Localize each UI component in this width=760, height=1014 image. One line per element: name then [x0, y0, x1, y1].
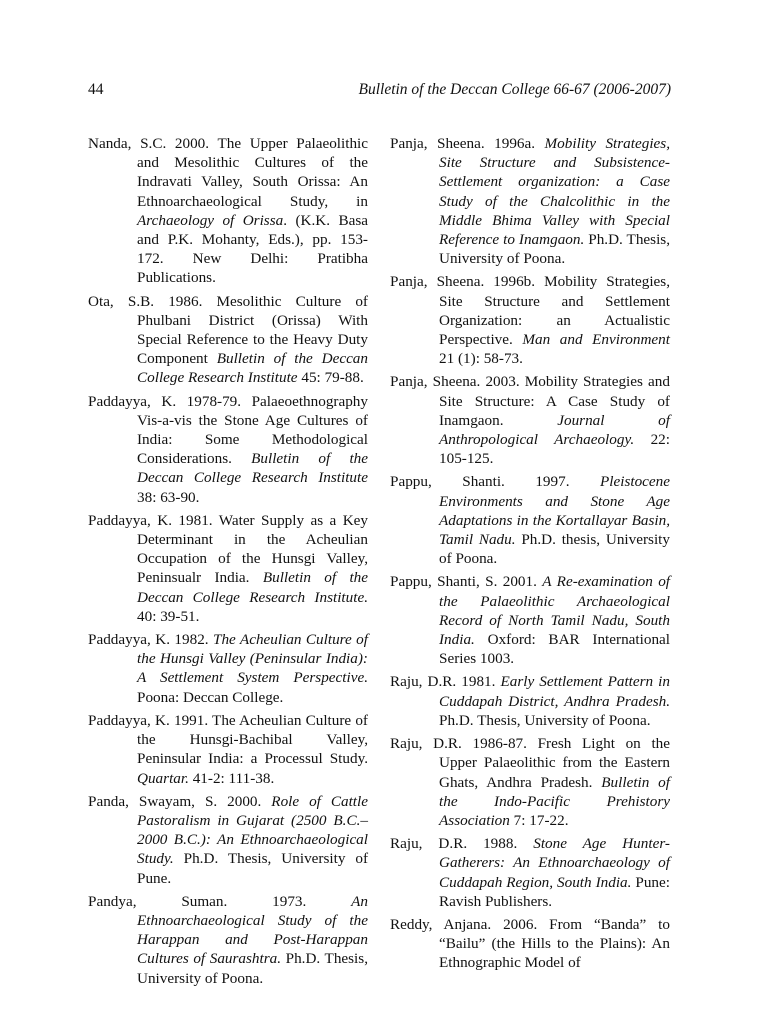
left-column	[88, 134, 368, 992]
reference-entry: Panja, Sheena. 1996a. Mobility Strategies, Site Structure and Subsistence-Settlement organization: a Case Study of the Chalcolithic in the Middle Bhima Valley with Special Reference to Inamgaon. Ph.D. Thesis, University of Poona.	[390, 135, 671, 268]
reference-entry: Raju, D.R. 1981. Early Settlement Pattern in Cuddapah District, Andhra Pradesh. Ph.D. Thesis, University of Poona.	[390, 673, 670, 729]
reference-entry: Panda, Swayam, S. 2000. Role of Cattle Pastoralism in Gujarat (2500 B.C.–2000 B.C.): An Ethnoarchaeological Study. Ph.D. Thesis, University of Pune.	[88, 792, 368, 887]
journal-title: Bulletin of the Deccan College 66-67 (2006-2007)	[358, 81, 671, 98]
right-column	[390, 134, 670, 977]
page-number: 44	[88, 81, 104, 98]
reference-entry: Panja, Sheena. 1996b. Mobility Strategies, Site Structure and Settlement Organization: an Actualistic Perspective. Man and Environment 21 (1): 58-73.	[390, 273, 670, 368]
reference-entry: Paddayya, K. 1982. The Acheulian Culture of the Hunsgi Valley (Peninsular India): A Settlement System Perspective. Poona: Deccan College.	[88, 631, 368, 706]
reference-entry: Reddy, Anjana. 2006. From “Banda” to “Bailu” (the Hills to the Plains): An Ethnographic Model of	[390, 915, 670, 972]
reference-entry: Paddayya, K. 1978-79. Palaeoethnography Vis-a-vis the Stone Age Cultures of India: Some Methodological Considerations. Bulletin of the Deccan College Research Institute 38: 63-90.	[88, 392, 368, 506]
reference-entry: Pappu, Shanti, S. 2001. A Re-examination of the Palaeolithic Archaeological Record of North Tamil Nadu, South India. Oxford: BAR International Series 1003.	[390, 573, 671, 668]
reference-entry: Paddayya, K. 1981. Water Supply as a Key Determinant in the Acheulian Occupation of the Hunsgi Valley, Peninsualr India. Bulletin of the Deccan College Research Institute. 40: 39-51.	[88, 511, 369, 625]
running-header	[88, 81, 671, 105]
reference-entry: Ota, S.B. 1986. Mesolithic Culture of Phulbani District (Orissa) With Special Reference to the Heavy Duty Component Bulletin of the Deccan College Research Institute 45: 79-88.	[88, 292, 368, 387]
reference-entry: Paddayya, K. 1991. The Acheulian Culture of the Hunsgi-Bachibal Valley, Peninsular India: a Processul Study. Quartar. 41-2: 111-38.	[88, 711, 368, 787]
reference-entry: Pandya, Suman. 1973. An Ethnoarchaeological Study of the Harappan and Post-Harappan Cultures of Saurashtra. Ph.D. Thesis, University of Poona.	[88, 892, 368, 987]
reference-entry: Panja, Sheena. 2003. Mobility Strategies and Site Structure: A Case Study of Inamgaon. Journal of Anthropological Archaeology. 22: 105-125.	[390, 373, 670, 468]
reference-entry: Raju, D.R. 1988. Stone Age Hunter-Gatherers: An Ethnoarchaeology of Cuddapah Region, South India. Pune: Ravish Publishers.	[390, 835, 670, 910]
reference-entry: Raju, D.R. 1986-87. Fresh Light on the Upper Palaeolithic from the Eastern Ghats, Andhra Pradesh. Bulletin of the Indo-Pacific Prehistory Association 7: 17-22.	[390, 735, 670, 829]
reference-entry: Pappu, Shanti. 1997. Pleistocene Environments and Stone Age Adaptations in the Kortallayar Basin, Tamil Nadu. Ph.D. thesis, University of Poona.	[390, 473, 670, 568]
reference-entry: Nanda, S.C. 2000. The Upper Palaeolithic and Mesolithic Cultures of the Indravati Valley, South Orissa: An Ethnoarchaeological Study, in Archaeology of Orissa. (K.K. Basa and P.K. Mohanty, Eds.), pp. 153-172. New Delhi: Pratibha Publications.	[88, 135, 368, 287]
